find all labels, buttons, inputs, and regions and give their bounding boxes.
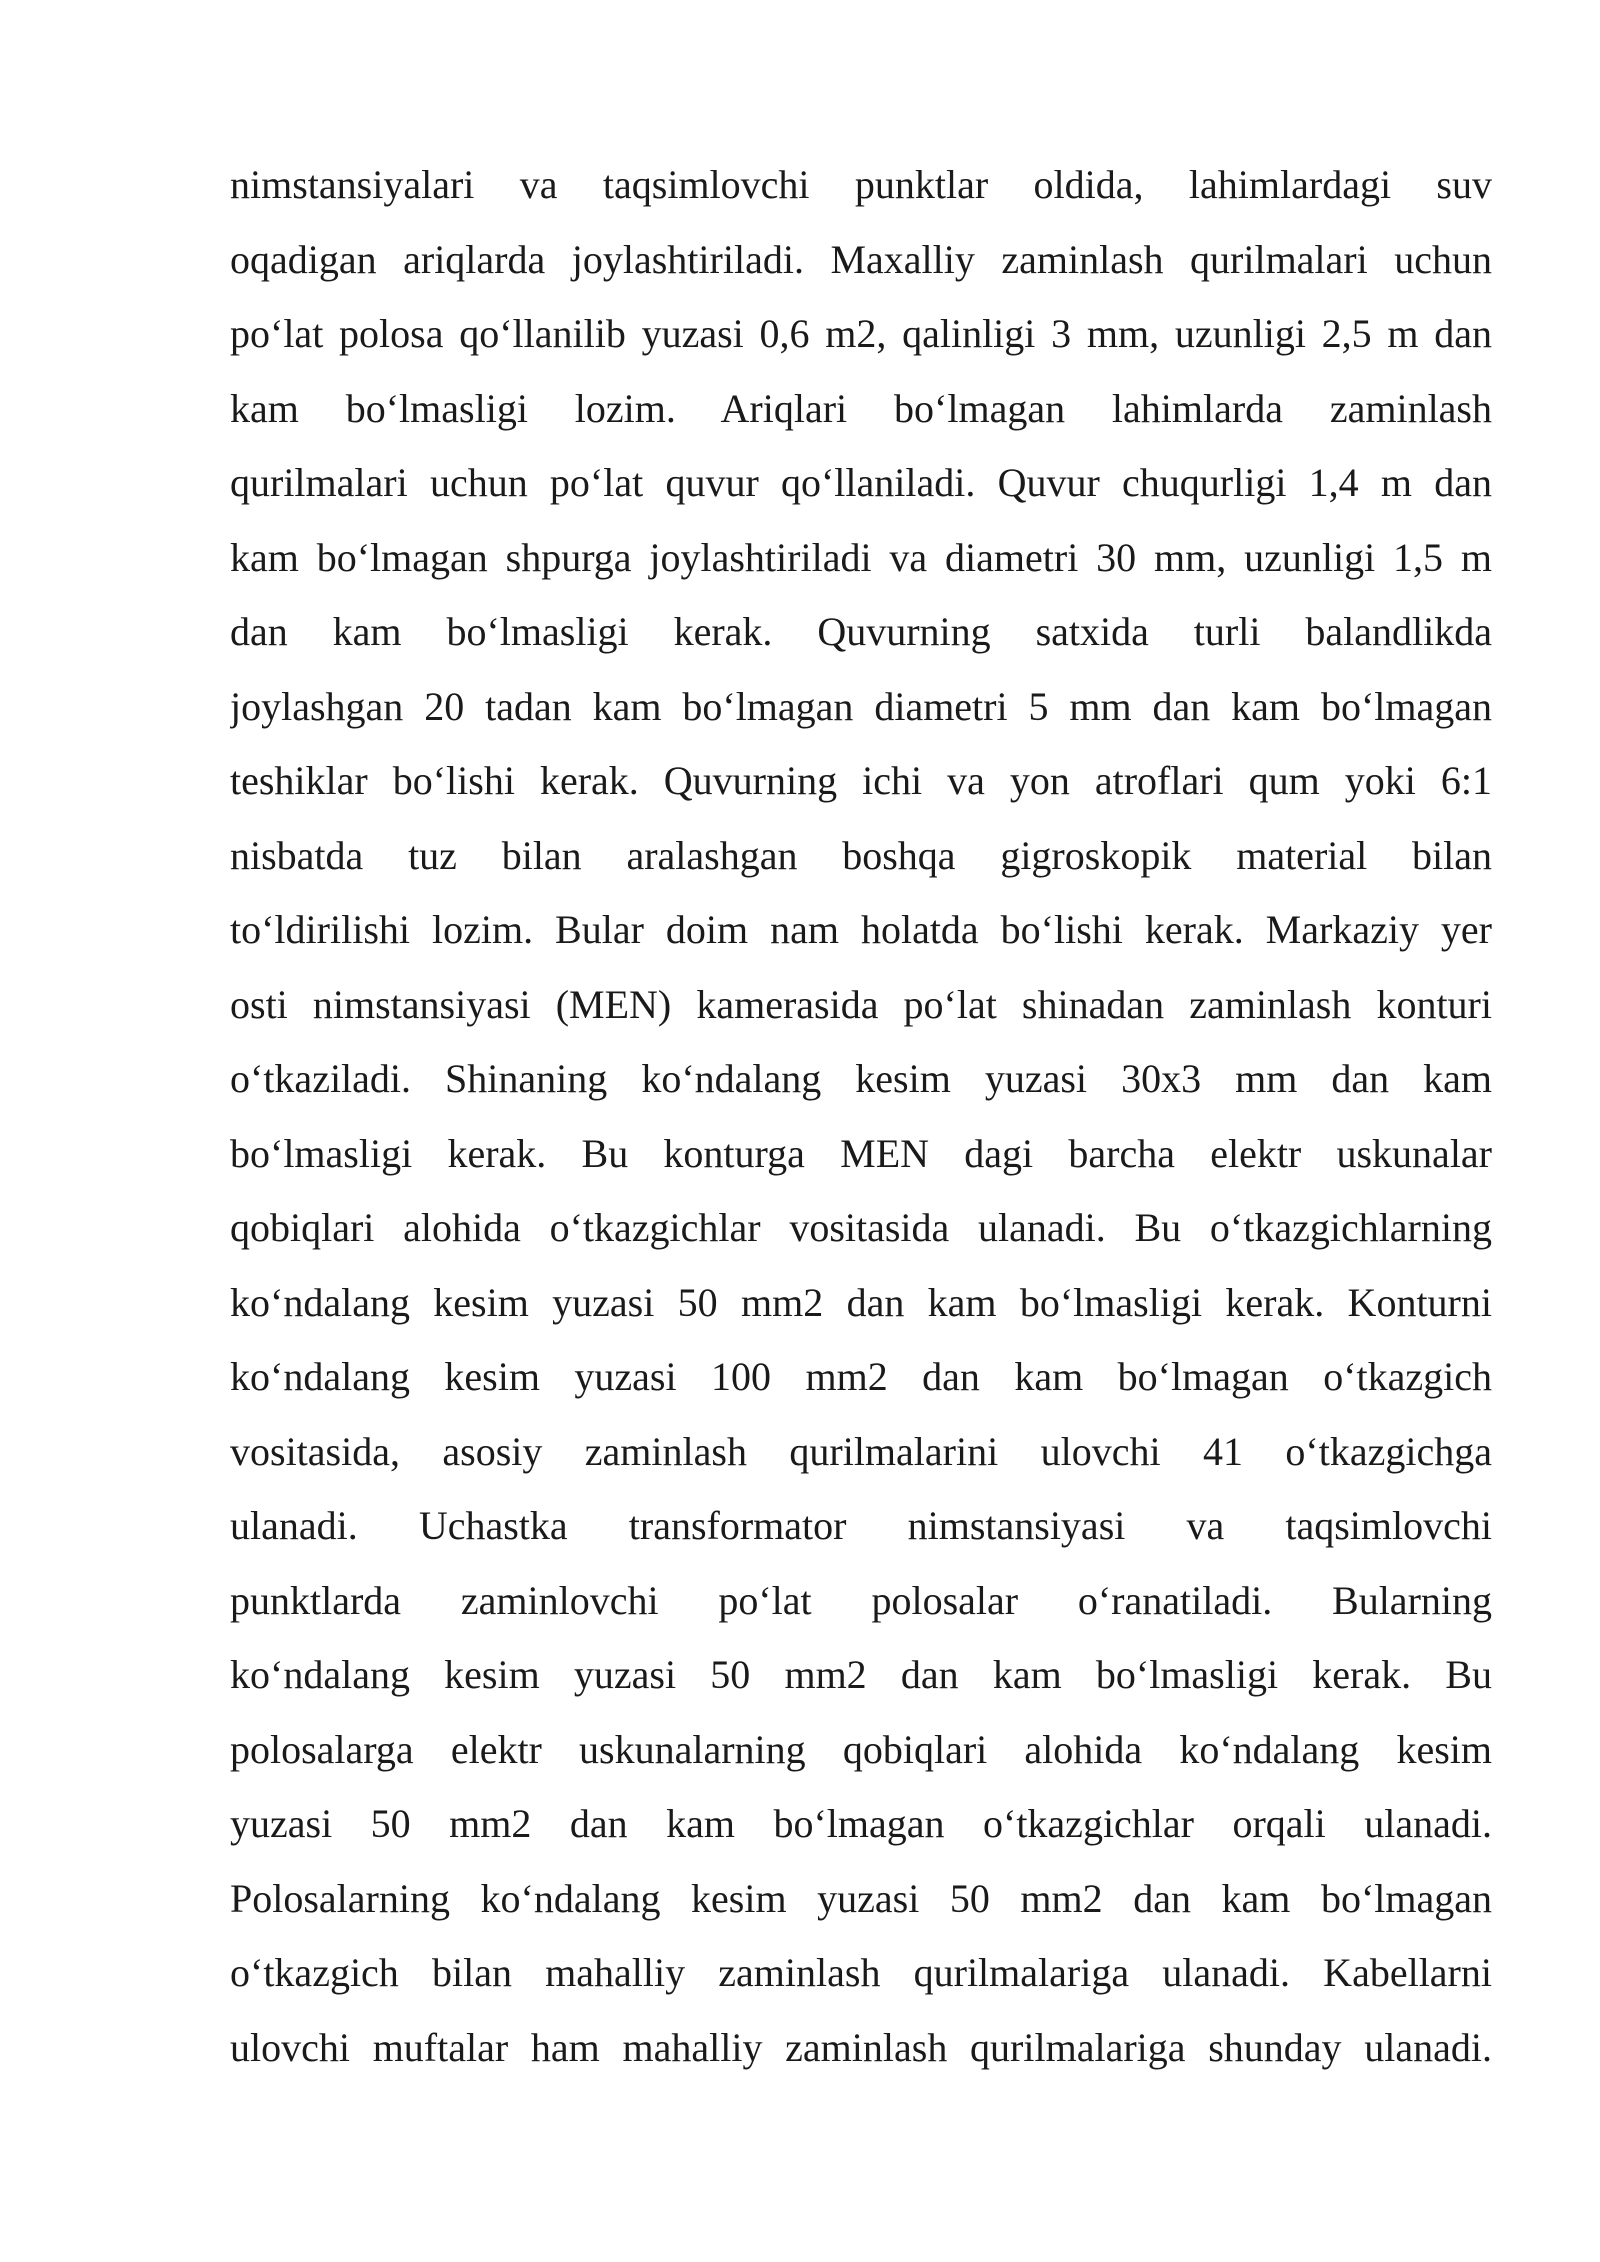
text-line: ko‘ndalang kesim yuzasi 50 mm2 dan kam bo‘lmasligi kerak. Konturni [230, 1279, 1492, 1325]
text-line: o‘tkaziladi. Shinaning ko‘ndalang kesim yuzasi 30x3 mm dan kam [230, 1056, 1492, 1101]
text-line: joylashgan 20 tadan kam bo‘lmagan diametri 5 mm dan kam bo‘lmagan [230, 683, 1492, 729]
text-line: ko‘ndalang kesim yuzasi 50 mm2 dan kam bo‘lmasligi kerak. Bu [230, 1652, 1492, 1697]
text-line: kam bo‘lmasligi lozim. Ariqlari bo‘lmagan lahimlarda zaminlash [230, 385, 1492, 431]
text-line: teshiklar bo‘lishi kerak. Quvurning ichi va yon atroflari qum yoki 6:1 [230, 758, 1492, 803]
text-line: nimstansiyalari va taqsimlovchi punktlar oldida, lahimlardagi suv [230, 162, 1492, 207]
text-line: vositasida, asosiy zaminlash qurilmalarini ulovchi 41 o‘tkazgichga [230, 1428, 1492, 1474]
text-line: o‘tkazgich bilan mahalliy zaminlash qurilmalariga ulanadi. Kabellarni [230, 1950, 1492, 1995]
text-line: to‘ldirilishi lozim. Bular doim nam holatda bo‘lishi kerak. Markaziy yer [230, 907, 1492, 952]
text-line: dan kam bo‘lmasligi kerak. Quvurning satxida turli balandlikda [230, 609, 1492, 654]
text-line: ko‘ndalang kesim yuzasi 100 mm2 dan kam bo‘lmagan o‘tkazgich [230, 1354, 1492, 1399]
text-line: ulovchi muftalar ham mahalliy zaminlash qurilmalariga shunday ulanadi. [230, 2024, 1492, 2070]
text-line: po‘lat polosa qo‘llanilib yuzasi 0,6 m2, qalinligi 3 mm, uzunligi 2,5 m dan [230, 311, 1492, 356]
text-line: bo‘lmasligi kerak. Bu konturga MEN dagi barcha elektr uskunalar [230, 1130, 1492, 1176]
text-line: ulanadi. Uchastka transformator nimstansiyasi va taqsimlovchi [230, 1503, 1492, 1548]
text-line: yuzasi 50 mm2 dan kam bo‘lmagan o‘tkazgichlar orqali ulanadi. [230, 1801, 1492, 1846]
text-line: qurilmalari uchun po‘lat quvur qo‘llaniladi. Quvur chuqurligi 1,4 m dan [230, 460, 1492, 505]
text-line: nisbatda tuz bilan aralashgan boshqa gigroskopik material bilan [230, 832, 1492, 878]
text-line: qobiqlari alohida o‘tkazgichlar vositasida ulanadi. Bu o‘tkazgichlarning [230, 1205, 1492, 1250]
text-line: punktlarda zaminlovchi po‘lat polosalar o‘ranatiladi. Bularning [230, 1577, 1492, 1623]
text-line: Polosalarning ko‘ndalang kesim yuzasi 50 mm2 dan kam bo‘lmagan [230, 1875, 1492, 1921]
body-paragraph [230, 148, 1492, 2085]
text-line: oqadigan ariqlarda joylashtiriladi. Maxalliy zaminlash qurilmalari uchun [230, 236, 1492, 282]
text-line: kam bo‘lmagan shpurga joylashtiriladi va diametri 30 mm, uzunligi 1,5 m [230, 534, 1492, 580]
text-line: osti nimstansiyasi (MEN) kamerasida po‘lat shinadan zaminlash konturi [230, 981, 1492, 1027]
text-line: polosalarga elektr uskunalarning qobiqlari alohida ko‘ndalang kesim [230, 1726, 1492, 1772]
